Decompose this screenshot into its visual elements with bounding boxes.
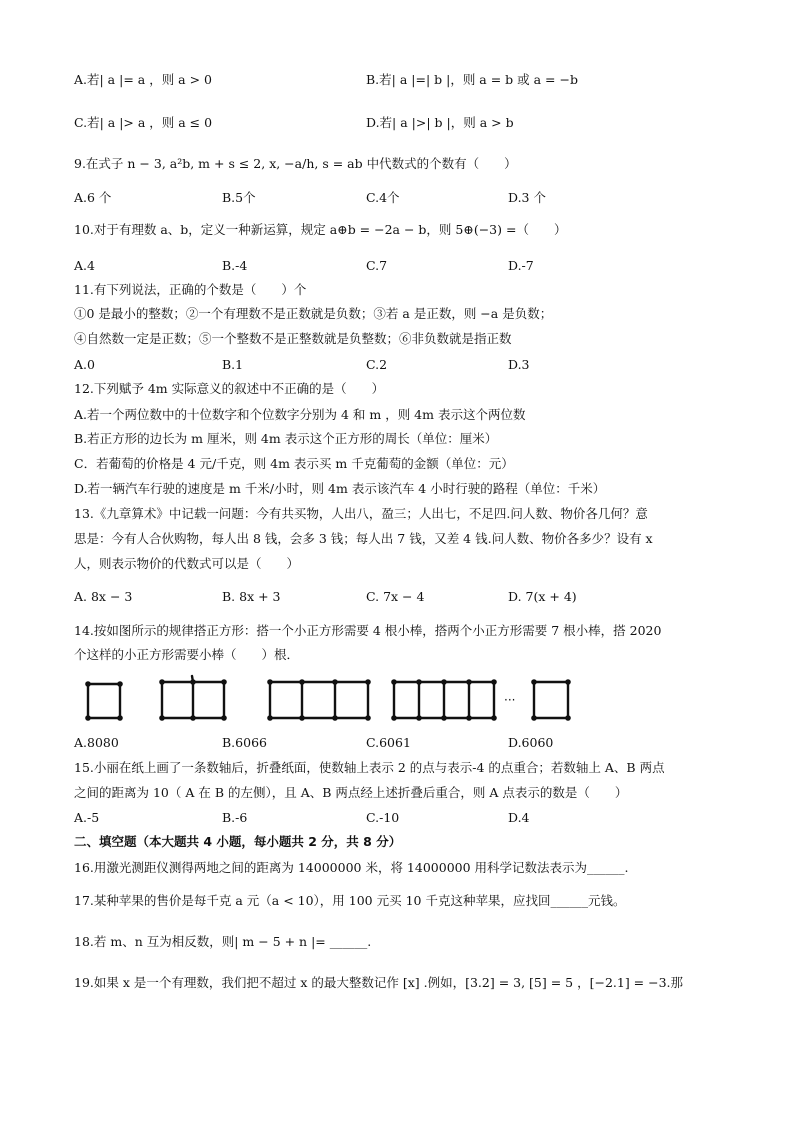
q11-option-c: C.2	[366, 357, 388, 372]
q17-stem: 17.某种苹果的售价是每千克 a 元（a < 10），用 100 元买 10 千克这种苹果，应找回______元钱。	[74, 893, 626, 908]
q15-option-a: A.-5	[74, 810, 100, 825]
q13-stem-3: 人，则表示物价的代数式可以是（ ）	[74, 556, 300, 571]
q10-stem: 10.对于有理数 a、b，定义一种新运算，规定 a⊕b = −2a − b，则 5⊕(−3) =（ ）	[74, 222, 567, 237]
q13-option-a: A. 8x − 3	[74, 589, 133, 604]
q13-option-b: B. 8x + 3	[222, 589, 281, 604]
q14-option-d: D.6060	[508, 735, 554, 750]
section-heading: 二、填空题（本大题共 4 小题，每小题共 2 分，共 8 分）	[74, 834, 402, 849]
matchstick-squares-figure	[76, 672, 586, 728]
q14-option-c: C.6061	[366, 735, 411, 750]
q15-stem-1: 15.小丽在纸上画了一条数轴后，折叠纸面，使数轴上表示 2 的点与表示-4 的点重合；若数轴上 A、B 两点	[74, 760, 665, 775]
q11-option-b: B.1	[222, 357, 244, 372]
q8-option-a: A.若| a |= a ，则 a > 0	[74, 72, 212, 87]
q9-stem: 9.在式子 n − 3, a²b, m + s ≤ 2, x, −a/h, s = ab 中代数式的个数有（ ）	[74, 156, 517, 171]
q9-option-b: B.5个	[222, 190, 256, 205]
q11-option-a: A.0	[74, 357, 95, 372]
q14-option-b: B.6066	[222, 735, 267, 750]
q11-statements-2: ④自然数一定是正数；⑤一个整数不是正整数就是负整数；⑥非负数就是指正数	[74, 331, 512, 346]
q10-option-b: B.-4	[222, 258, 248, 273]
three-squares-figure	[270, 682, 368, 718]
one-square-figure	[88, 684, 120, 718]
q15-option-b: B.-6	[222, 810, 248, 825]
q13-stem-2: 思是：今有人合伙购物，每人出 8 钱，会多 3 钱；每人出 7 钱，又差 4 钱.问人数、物价各多少？设有 x	[74, 531, 653, 546]
q15-option-c: C.-10	[366, 810, 400, 825]
q11-option-d: D.3	[508, 357, 530, 372]
q16-stem: 16.用激光测距仪测得两地之间的距离为 14000000 米，将 14000000 用科学记数法表示为______.	[74, 860, 629, 875]
q15-stem-2: 之间的距离为 10（ A 在 B 的左侧），且 A、B 两点经上述折叠后重合，则 A 点表示的数是（ ）	[74, 785, 628, 800]
q12-option-d: D.若一辆汽车行驶的速度是 m 千米/小时，则 4m 表示该汽车 4 小时行驶的路程（单位：千米）	[74, 481, 606, 496]
q10-option-c: C.7	[366, 258, 388, 273]
q12-option-a: A.若一个两位数中的十位数字和个位数字分别为 4 和 m ，则 4m 表示这个两位数	[74, 407, 526, 422]
q12-option-b: B.若正方形的边长为 m 厘米，则 4m 表示这个正方形的周长（单位：厘米）	[74, 431, 498, 446]
q8-option-b: B.若| a |=| b |，则 a = b 或 a = −b	[366, 72, 578, 87]
q9-option-d: D.3 个	[508, 190, 546, 205]
q15-option-d: D.4	[508, 810, 530, 825]
q13-stem-1: 13.《九章算术》中记载一问题：今有共买物，人出八，盈三；人出七，不足四.问人数、物价各几何？意	[74, 506, 648, 521]
q8-option-c: C.若| a |> a ，则 a ≤ 0	[74, 115, 213, 130]
q14-stem-1: 14.按如图所示的规律搭正方形：搭一个小正方形需要 4 根小棒，搭两个小正方形需要 7 根小棒，搭 2020	[74, 623, 662, 638]
n-squares-figure	[534, 682, 568, 718]
q19-stem: 19.如果 x 是一个有理数，我们把不超过 x 的最大整数记作 [x] .例如，[3.2] = 3, [5] = 5 ，[−2.1] = −3.那	[74, 975, 684, 990]
q14-option-a: A.8080	[74, 735, 119, 750]
q18-stem: 18.若 m、n 互为相反数，则| m − 5 + n |= ______.	[74, 934, 372, 949]
q9-option-c: C.4个	[366, 190, 400, 205]
q14-stem-2: 个这样的小正方形需要小棒（ ）根．	[74, 647, 300, 662]
q13-option-c: C. 7x − 4	[366, 589, 425, 604]
four-squares-figure	[394, 682, 494, 718]
q10-option-a: A.4	[74, 258, 95, 273]
q8-option-d: D.若| a |>| b |，则 a > b	[366, 115, 514, 130]
q9-option-a: A.6 个	[74, 190, 112, 205]
q11-statements-1: ①0 是最小的整数；②一个有理数不是正数就是负数；③若 a 是正数，则 −a 是负数；	[74, 306, 553, 321]
q11-stem: 11.有下列说法，正确的个数是（ ）个	[74, 282, 307, 297]
q13-option-d: D. 7(x + 4)	[508, 589, 577, 604]
q10-option-d: D.-7	[508, 258, 534, 273]
figure-ellipsis: ···	[504, 693, 516, 707]
q12-option-c: C．若葡萄的价格是 4 元/千克，则 4m 表示买 m 千克葡萄的金额（单位：元）	[74, 456, 514, 471]
q12-stem: 12.下列赋予 4m 实际意义的叙述中不正确的是（ ）	[74, 381, 385, 396]
